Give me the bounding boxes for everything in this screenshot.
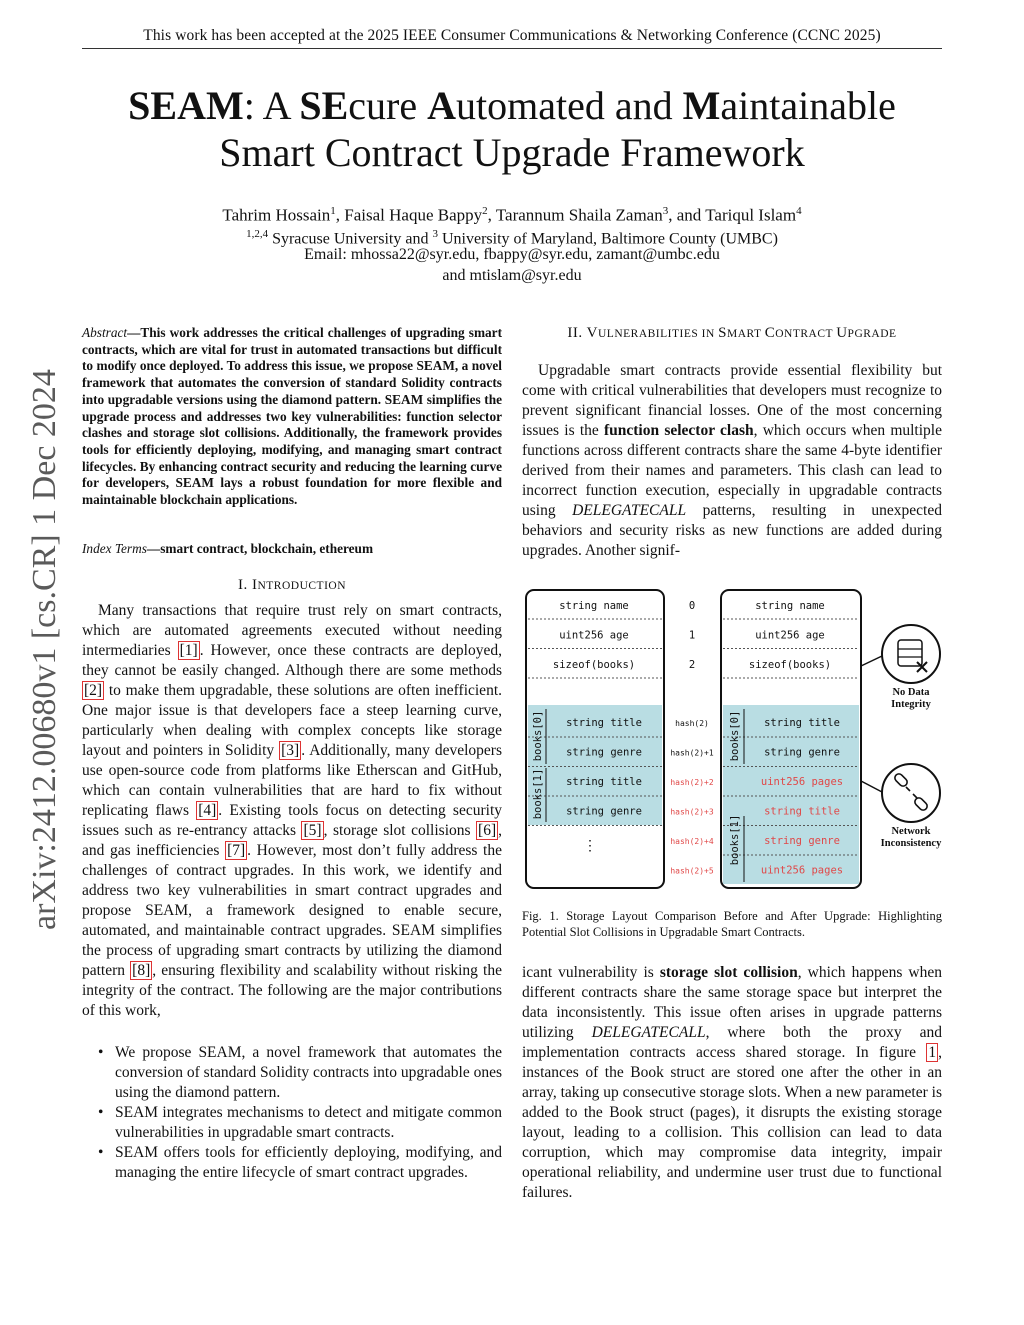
abstract-text: —This work addresses the critical challenges of upgrading smart contracts, which are vital for trust in automated transactions but difficult to modify once deployed. To address this issue, we propose SEAM, a novel framework that automates the conversion of standard Solidity contracts into upgradable versions using the diamond pattern. SEAM simplifies the upgrade process and addresses two key vulnerabilities: function selector clashes and storage slot collisions. Additionally, the framework provides tools for efficiently deploying, modifying, and managing smart contract lifecycles. By enhancing contract security and reducing the learning curve for developers, SEAM lays a robust foundation for more flexible and maintainable blockchain applications. (82, 325, 502, 508)
slot-index: 1 (688, 629, 696, 642)
heading-cap: V (586, 325, 598, 341)
bullet-icon: • (98, 1144, 104, 1161)
header-rule (82, 48, 942, 49)
right-slot-label: uint256 age (755, 629, 825, 642)
right-books0-label: books[0] (729, 710, 741, 762)
heading-rest: ONTRACT (775, 328, 837, 340)
right-struct-field: string genre (764, 835, 840, 847)
author-name: , Tarannum Shaila Zaman (487, 205, 663, 225)
section-number: I. (237, 577, 248, 593)
left-slot-label: uint256 age (559, 629, 629, 642)
text-run: . Additionally, many developers use open-source code from platforms like Etherscan and GitHub, which can contain vulnerabilities that are hard to fix without replicating flaws (82, 742, 502, 819)
title-seam: SEAM (128, 83, 244, 128)
title-part: SE (299, 83, 349, 128)
text-run: . However, once these contracts are deployed, they cannot be easily changed. Although there are some methods (82, 642, 502, 679)
citation-link[interactable]: [5] (303, 822, 322, 839)
text-run: . However, most don’t fully address the challenges of contract upgrades. In this work, we identify and address two key vulnerabilities in smart contract upgrades and propose SEAM, a framework designed to enable secure, automated, and maintainable contract upgrades. SEAM simplifies the process of upgrading smart contracts by utilizing the diamond pattern (82, 842, 502, 979)
paper-title (82, 82, 942, 176)
section-heading-vulnerabilities (522, 325, 942, 342)
right-struct-region (723, 705, 859, 884)
right-struct-field: uint256 pages (760, 776, 844, 788)
citation-link[interactable]: [7] (227, 842, 246, 859)
heading-cap: S (718, 325, 727, 341)
text-run: Upgradable smart contracts provide essential flexibility but come with critical vulnerabilities that developers must recognize to prevent significant financial losses. One of the most concerning issues is the (522, 362, 942, 439)
text-run: to make them upgradable, these solutions are often inefficient. One major issue is that developers face a steep learning curve, particularly when dealing with complex concepts like storage layout and pointers in Solidity (82, 682, 502, 759)
heading-rest: PGRADE (847, 328, 897, 340)
bullet-text: SEAM integrates mechanisms to detect and mitigate common vulnerabilities in upgradable smart contracts. (115, 1104, 502, 1141)
issue-label: Network (891, 826, 931, 837)
vulnerabilities-body (522, 361, 942, 561)
heading-cap: U (836, 325, 848, 341)
broken-link-icon (882, 764, 940, 822)
heading-cap: C (764, 325, 776, 341)
affil-text: University of Maryland, Baltimore County (UMBC) (437, 230, 778, 248)
connector-line (861, 781, 882, 792)
citation-link[interactable]: [8] (132, 962, 151, 979)
left-books1-label: books[1] (532, 768, 544, 820)
title-part: aintainable (720, 83, 896, 128)
author-name: , and Tariqul Islam (668, 205, 797, 225)
storage-layout-diagram (522, 586, 942, 896)
slot-hash: hash(2) (675, 719, 709, 728)
left-ellipsis: ⋮ (583, 838, 597, 854)
database-x-icon (882, 625, 940, 683)
text-run: , storage slot collisions (323, 822, 477, 839)
contribution-list (96, 1043, 502, 1183)
figure-ref-link[interactable]: 1 (928, 1044, 937, 1061)
issue-label: Inconsistency (880, 838, 942, 849)
heading-rest: MART (727, 328, 765, 340)
bullet-text: SEAM offers tools for efficiently deploying, modifying, and managing the entire lifecycle of smart contract upgrades. (115, 1144, 502, 1181)
slot-hash: hash(2)+4 (670, 837, 714, 846)
author-sup: 1 (330, 205, 336, 217)
abstract (82, 325, 502, 509)
email-line: and mtislam@syr.edu (442, 267, 582, 284)
heading-rest: NTRODUCTION (257, 580, 347, 592)
slot-hash: hash(2)+5 (670, 866, 714, 876)
affil-sup: 1,2,4 (246, 228, 269, 240)
title-part: : A (243, 83, 300, 128)
list-item (96, 1103, 502, 1143)
affil-sup: 3 (432, 228, 438, 240)
issue-label: Integrity (891, 699, 931, 710)
left-books0-label: books[0] (532, 710, 544, 762)
figure-caption: Fig. 1. Storage Layout Comparison Before and After Upgrade: Highlighting Potential Slot Collisions in Upgradable Smart Contracts. (522, 909, 942, 939)
index-terms-text: —smart contract, blockchain, ethereum (146, 541, 374, 556)
term-function-selector-clash: function selector clash (603, 422, 754, 439)
title-part: M (682, 83, 721, 128)
left-slot-label: sizeof(books) (552, 659, 636, 671)
right-struct-field: string genre (764, 746, 840, 759)
term-delegatecall: DELEGATECALL (591, 1024, 706, 1041)
citation-link[interactable]: [2] (84, 682, 103, 699)
list-item (96, 1143, 502, 1183)
right-slot-label: string name (755, 600, 825, 612)
left-struct-field: string title (566, 776, 642, 788)
text-run: , ensuring flexibility and scalability without risking the integrity of the contract. The following are the major contributions of this work, (82, 962, 502, 1019)
email-line: Email: mhossa22@syr.edu, fbappy@syr.edu, zamant@umbc.edu (304, 246, 720, 263)
text-run: . Existing tools focus on detecting security issues such as re-entrancy attacks (82, 802, 502, 839)
intro-paragraph (82, 601, 502, 1021)
conference-note: This work has been accepted at the 2025 IEEE Consumer Communications & Networking Conference (CCNC 2025) (143, 27, 881, 44)
bullet-icon: • (98, 1044, 104, 1061)
slot-hash: hash(2)+3 (670, 807, 714, 817)
index-terms-label: Index Terms (82, 541, 147, 556)
author-list (82, 200, 942, 227)
text-run: , where both the proxy and implementation contracts access shared storage. In figure (522, 1024, 942, 1061)
right-struct-field: string title (764, 717, 840, 729)
slot-hash: hash(2)+2 (670, 778, 714, 787)
abstract-label: Abstract (82, 325, 128, 340)
author-sup: 4 (796, 205, 802, 217)
paragraph (522, 963, 942, 1203)
right-books1-label: books[1] (729, 814, 741, 866)
issue-label: No Data (892, 687, 930, 698)
title-part: cure (348, 83, 428, 128)
citation-link[interactable]: [3] (281, 742, 300, 759)
title-line-1 (82, 82, 942, 129)
arxiv-identifier: arXiv:2412.00680v1 [cs.CR] 1 Dec 2024 (26, 369, 63, 930)
title-part: A (427, 83, 456, 128)
term-delegatecall: DELEGATECALL (572, 502, 687, 519)
citation-link[interactable]: [4] (198, 802, 217, 819)
bullet-icon: • (98, 1104, 104, 1121)
heading-cap: I (251, 577, 258, 593)
text-run: patterns, resulting in unexpected behaviors and security risks as new functions are added during upgrades. Another signif- (522, 502, 942, 559)
author-sup: 3 (662, 205, 669, 217)
text-run: Many transactions that require trust rely on smart contracts, which are automated agreements executed without needing intermediaries (82, 602, 502, 659)
text-run: icant vulnerability is (522, 964, 660, 981)
section-heading-introduction (82, 577, 502, 594)
paragraph (522, 361, 942, 561)
text-run: , which occurs when multiple functions across different contracts share the same 4-byte identifier derived from their names and parameters. This clash can lead to incorrect function execution, especially in upgradable contracts using (522, 422, 942, 519)
introduction-body (82, 601, 502, 1021)
affil-text: Syracuse University and (268, 230, 433, 248)
right-struct-field: uint256 pages (760, 864, 844, 877)
storage-layout-figure (522, 586, 942, 896)
vulnerabilities-body-continued (522, 963, 942, 1203)
citation-link[interactable]: [6] (478, 822, 497, 839)
text-run: , and gas inefficiencies (82, 822, 502, 859)
left-struct-field: string genre (566, 805, 642, 818)
author-name: , Faisal Haque Bappy (335, 205, 483, 225)
slot-index: 0 (688, 600, 696, 612)
citation-link[interactable]: [1] (179, 642, 198, 659)
right-struct-field: string title (764, 805, 840, 818)
index-terms (82, 541, 502, 558)
slot-index: 2 (688, 659, 696, 671)
right-slot-label: sizeof(books) (748, 659, 832, 671)
author-name: Tahrim Hossain (222, 205, 331, 225)
heading-rest: ULNERABILITIES IN (598, 328, 719, 340)
title-part: utomated and (455, 83, 683, 128)
left-struct-field: string genre (566, 746, 642, 759)
left-struct-field: string title (566, 717, 642, 729)
bullet-text: We propose SEAM, a novel framework that automates the conversion of standard Solidity contracts into upgradable ones using the diamond pattern. (115, 1044, 502, 1101)
title-line-2: Smart Contract Upgrade Framework (219, 130, 805, 175)
term-storage-slot-collision: storage slot collision (659, 964, 798, 981)
slot-hash: hash(2)+1 (670, 748, 714, 758)
text-run: , which happens when different contracts share the same storage space but interpret the data inconsistently. This issue often arises in upgrade patterns utilizing (522, 964, 943, 1041)
author-sup: 2 (482, 205, 488, 217)
text-run: , instances of the Book struct are stored one after the other in an array, taking up consecutive storage slots. When a new parameter is added to the Book struct (pages), it disrupts the existing storage layout, leading to a collision. This collision can lead to data corruption, which may compromise data integrity, impair operational reliability, and undermine user trust due to functional failures. (522, 1044, 942, 1201)
left-slot-label: string name (559, 600, 629, 612)
section-number: II. (567, 325, 583, 341)
connector-line (861, 656, 882, 666)
author-emails (82, 244, 942, 286)
list-item (96, 1043, 502, 1103)
